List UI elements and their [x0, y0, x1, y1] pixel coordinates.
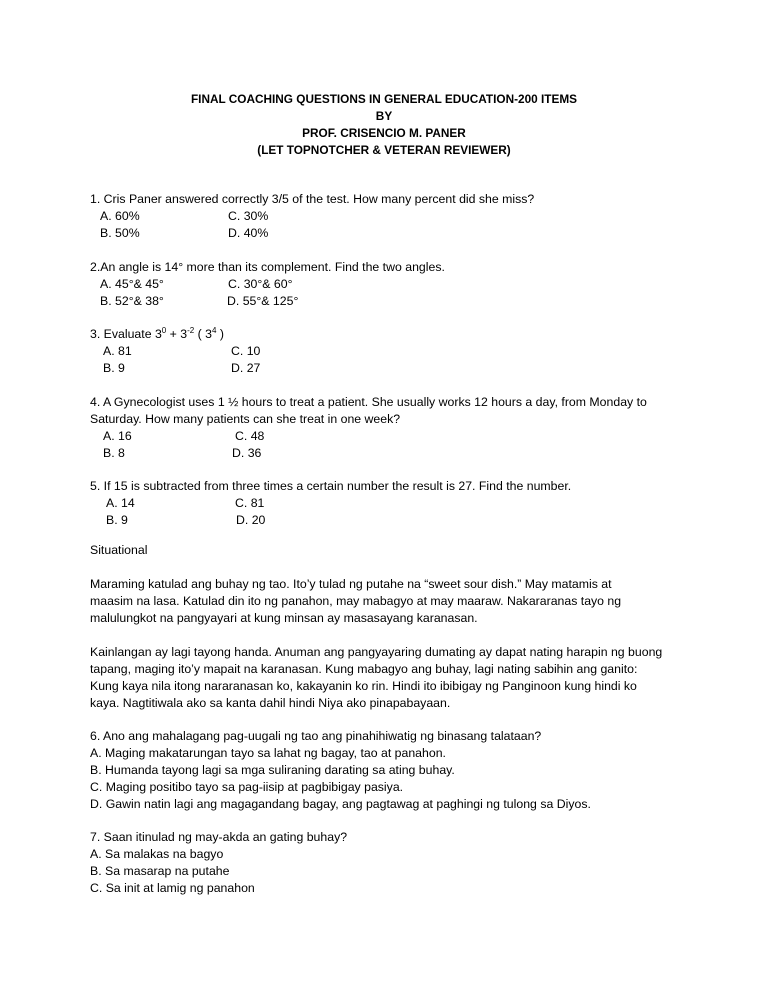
passage-paragraph-2 — [90, 644, 680, 712]
question-5-option-b: B. 9 — [106, 513, 128, 527]
question-4 — [90, 394, 680, 460]
question-1 — [90, 191, 680, 240]
passage-line: maasim na lasa. Katulad din ito ng panahon, may mabagyo at may maaraw. Nakararanas tayo ng — [90, 594, 622, 608]
header-title: FINAL COACHING QUESTIONS IN GENERAL EDUCATION-200 ITEMS — [190, 92, 578, 106]
question-3-text: 3. Evaluate $3^0 + 3^{-2}$ ( $3^4$ ) — [90, 326, 224, 341]
passage-line: Maraming katulad ang buhay ng tao. Ito’y tulad ng putahe na “sweet sour dish.” May matamis at — [90, 577, 612, 591]
passage-line: kaya. Nagtitiwala ako sa kanta dahil hindi Niya ako pinapabayaan. — [90, 696, 451, 710]
question-6 — [90, 728, 680, 813]
question-7 — [90, 829, 680, 897]
exponent: 0 — [161, 326, 167, 335]
question-7-option-b: B. Sa masarap na putahe — [90, 864, 230, 878]
passage-line: malulungkot na pangyayari at kung minsan ay masasayang karanasan. — [90, 611, 478, 625]
question-1-option-b: B. 50% — [100, 226, 140, 240]
question-1-option-d: D. 40% — [228, 226, 269, 240]
question-2-option-b: B. 52°& 38° — [100, 294, 164, 308]
question-4-option-b: B. 8 — [103, 446, 125, 460]
question-2-option-d: D. 55°& 125° — [227, 294, 299, 308]
exponent: -2 — [187, 326, 195, 335]
question-3-option-d: D. 27 — [231, 361, 261, 375]
question-3-option-a: A. 81 — [103, 344, 132, 358]
exponent: 4 — [212, 326, 217, 335]
passage-line: Kung kaya nila itong nararanasan ko, kakayanin ko rin. Hindi ito ibibigay ng Panginoon kung hindi ko — [90, 679, 637, 693]
question-5-option-d: D. 20 — [236, 513, 266, 527]
question-2-text: 2.An angle is 14° more than its complement. Find the two angles. — [90, 260, 445, 274]
document-header — [0, 91, 768, 159]
question-1-text: 1. Cris Paner answered correctly 3/5 of the test. How many percent did she miss? — [90, 192, 535, 206]
question-2-option-a: A. 45°& 45° — [100, 277, 164, 291]
situational-heading-block — [90, 542, 680, 559]
question-4-option-c: C. 48 — [235, 429, 265, 443]
question-3-option-b: B. 9 — [103, 361, 125, 375]
question-6-option-c: C. Maging positibo tayo sa pag-iisip at pagbibigay pasiya. — [90, 780, 404, 794]
question-1-option-c: C. 30% — [228, 209, 269, 223]
question-7-option-a: A. Sa malakas na bagyo — [90, 847, 224, 861]
header-by: BY — [375, 109, 393, 123]
question-6-option-a: A. Maging makatarungan tayo sa lahat ng bagay, tao at panahon. — [90, 746, 446, 760]
question-4-text-line-1: 4. A Gynecologist uses 1 ½ hours to treat a patient. She usually works 12 hours a day, from Monday to — [90, 395, 647, 409]
passage-paragraph-1 — [90, 576, 680, 627]
question-2 — [90, 259, 680, 308]
question-4-option-a: A. 16 — [103, 429, 132, 443]
question-6-text: 6. Ano ang mahalagang pag-uugali ng tao ang pinahihiwatig ng binasang talataan? — [90, 729, 542, 743]
header-author: PROF. CRISENCIO M. PANER — [302, 126, 466, 140]
question-1-option-a: A. 60% — [100, 209, 140, 223]
question-6-option-d: D. Gawin natin lagi ang magagandang bagay, ang pagtawag at paghingi ng tulong sa Diyos. — [90, 797, 591, 811]
question-5 — [90, 478, 680, 527]
situational-heading: Situational — [90, 543, 148, 557]
question-4-option-d: D. 36 — [232, 446, 262, 460]
question-3-option-c: C. 10 — [231, 344, 261, 358]
question-4-text-line-2: Saturday. How many patients can she treat in one week? — [90, 412, 401, 426]
question-2-option-c: C. 30°& 60° — [228, 277, 293, 291]
question-5-option-c: C. 81 — [235, 496, 265, 510]
passage-line: Kainlangan ay lagi tayong handa. Anuman ang pangyayaring dumating ay dapat nating harapin ng buong — [90, 645, 663, 659]
question-5-text: 5. If 15 is subtracted from three times a certain number the result is 27. Find the number. — [90, 479, 572, 493]
question-7-option-c: C. Sa init at lamig ng panahon — [90, 881, 255, 895]
question-5-option-a: A. 14 — [106, 496, 135, 510]
question-7-text: 7. Saan itinulad ng may-akda an gating buhay? — [90, 830, 348, 844]
header-author-credentials: (LET TOPNOTCHER & VETERAN REVIEWER) — [257, 143, 511, 157]
question-3 — [90, 326, 680, 375]
passage-line: tapang, maging ito’y mapait na karanasan. Kung mabagyo ang buhay, lagi nating sabihin ang ganito: — [90, 662, 638, 676]
question-6-option-b: B. Humanda tayong lagi sa mga suliraning darating sa ating buhay. — [90, 763, 455, 777]
